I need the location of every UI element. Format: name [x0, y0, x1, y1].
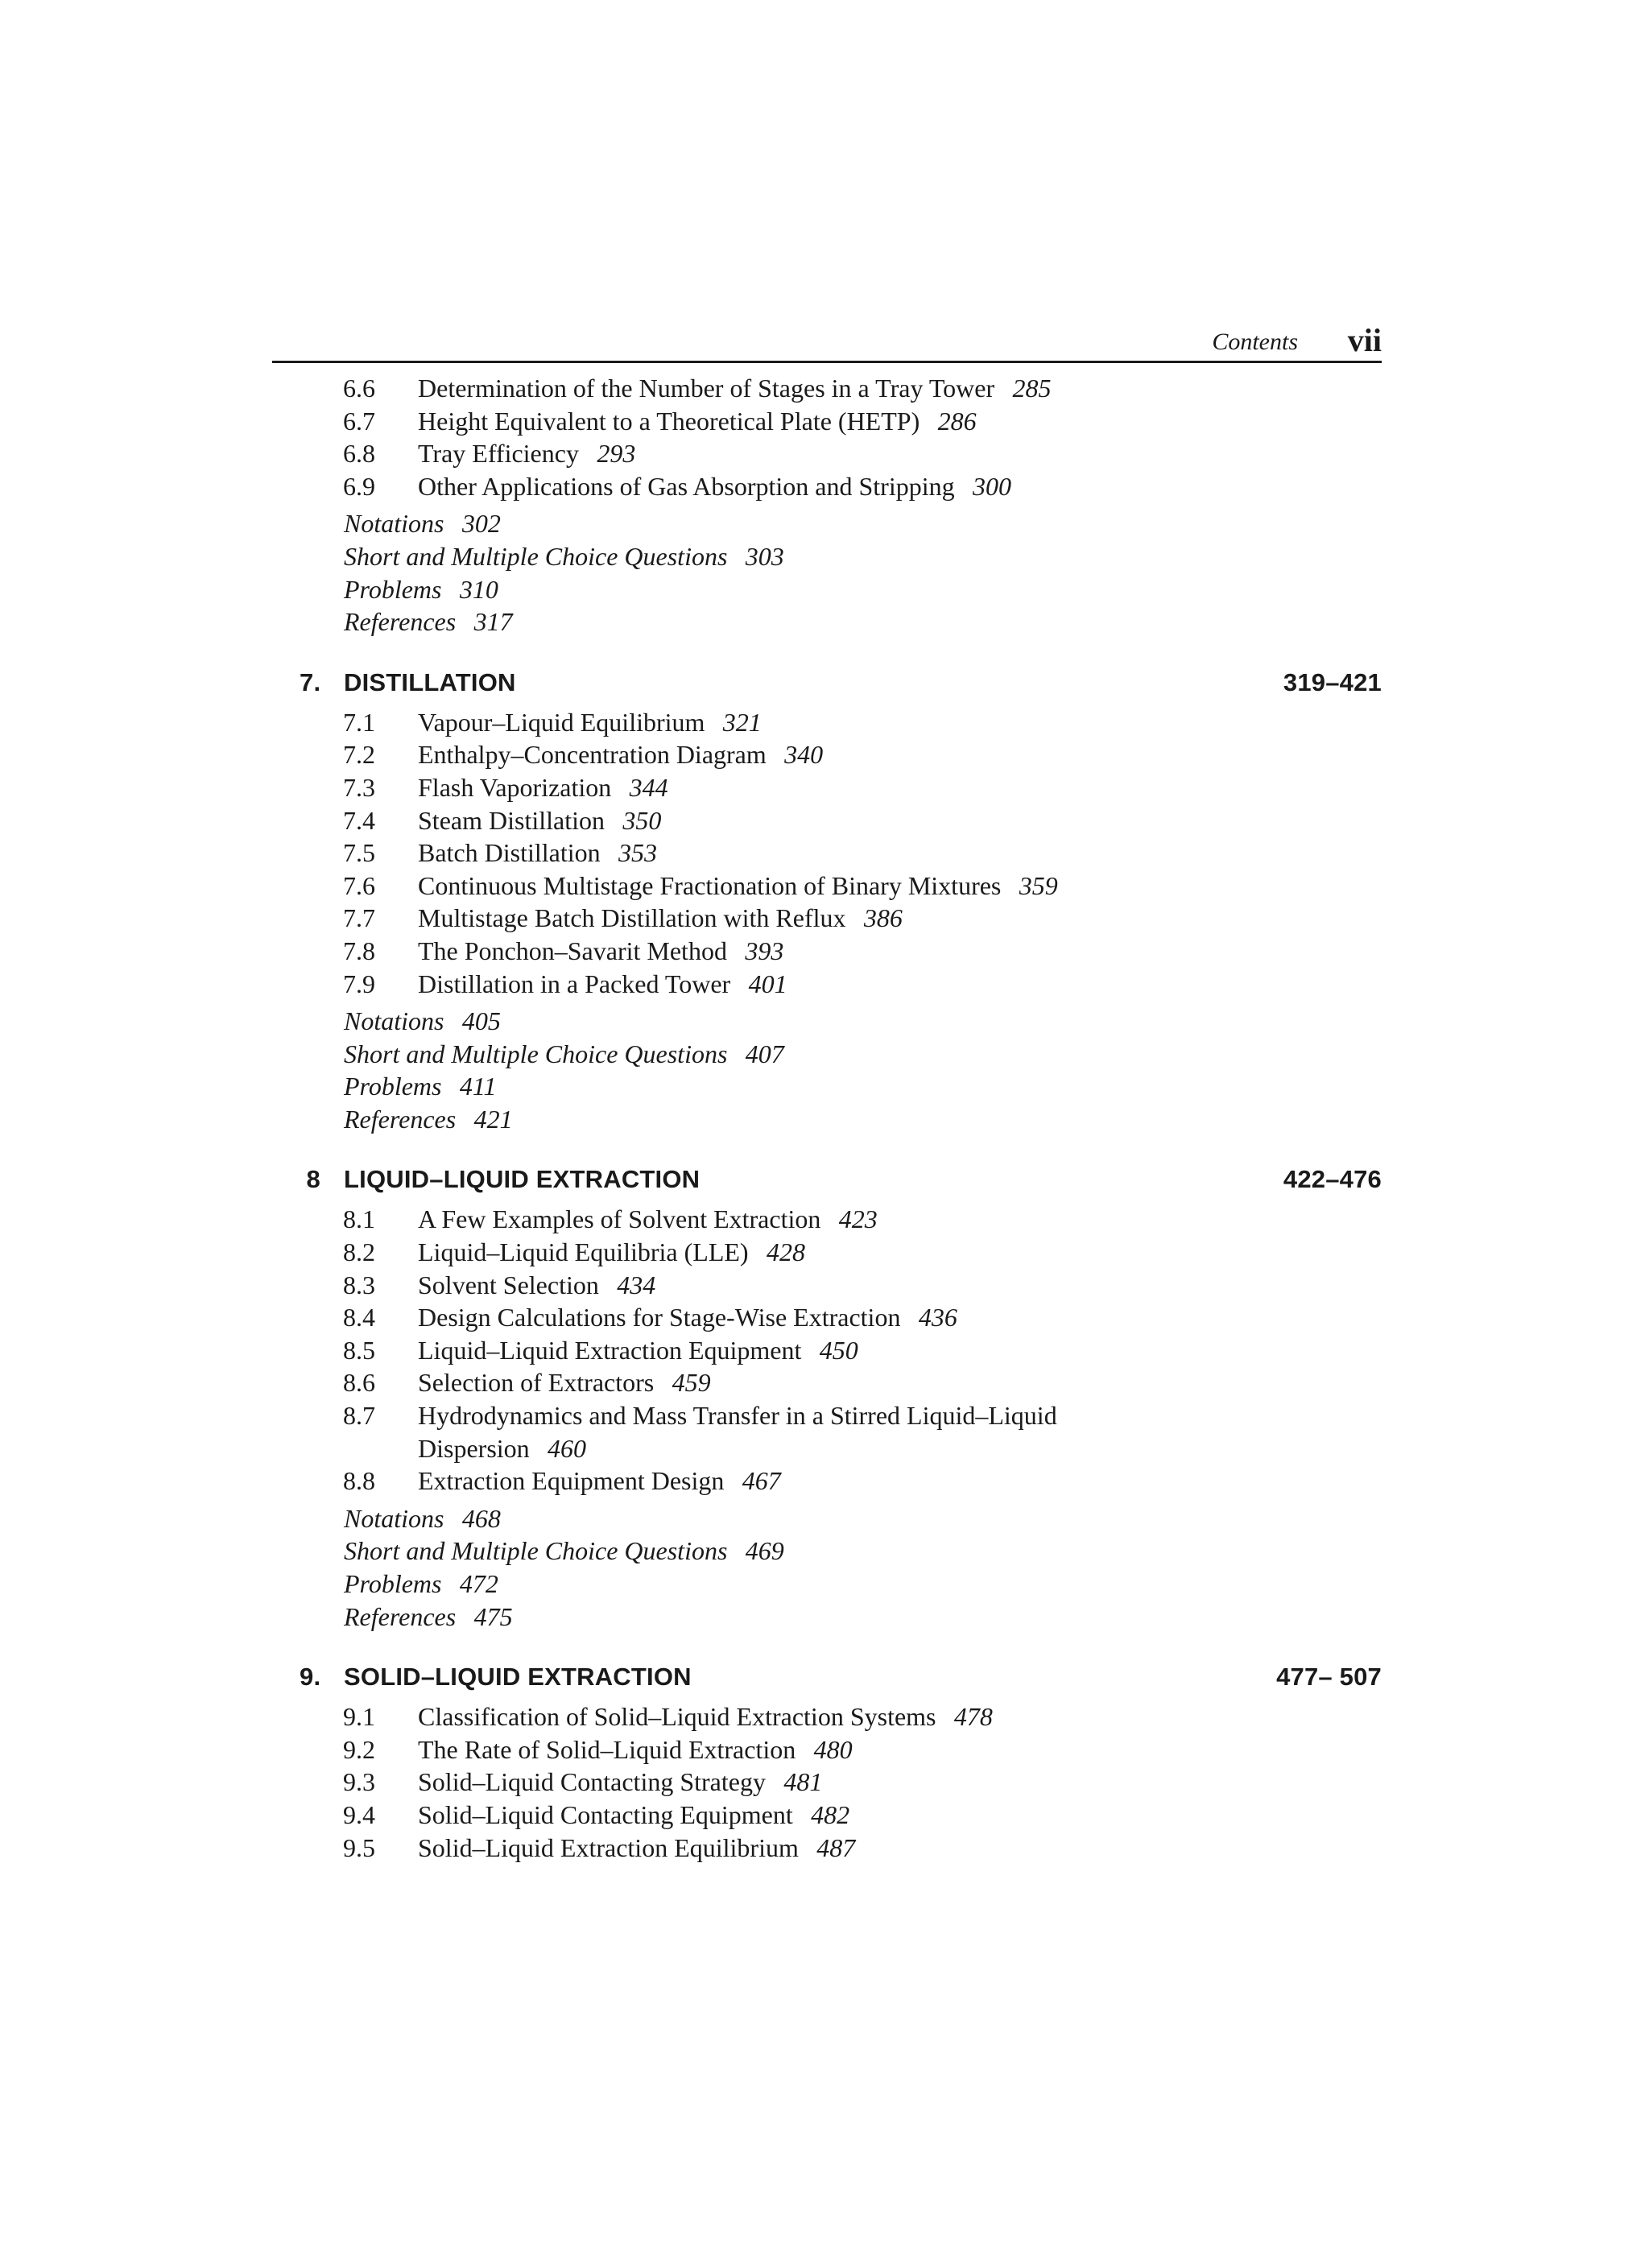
section-page: 386: [863, 903, 903, 933]
toc-end-matter[interactable]: [0, 573, 1649, 606]
end-matter-page: 302: [461, 509, 501, 539]
section-page: 428: [766, 1237, 805, 1267]
section-page: 467: [742, 1466, 781, 1496]
toc-section[interactable]: [0, 1464, 1649, 1498]
section-title: Continuous Multistage Fractionation of Binary Mixtures: [418, 870, 1002, 900]
end-matter-label: Short and Multiple Choice Questions: [344, 1536, 728, 1566]
toc-section[interactable]: [0, 1766, 1649, 1799]
section-title: Classification of Solid–Liquid Extraction Systems: [418, 1702, 936, 1732]
section-number: 7.4: [343, 805, 375, 835]
toc-section[interactable]: [0, 1700, 1649, 1733]
section-title: Design Calculations for Stage-Wise Extraction: [418, 1303, 901, 1332]
toc-section[interactable]: [0, 372, 1649, 405]
toc-section[interactable]: [0, 437, 1649, 470]
end-matter-page: 472: [459, 1569, 498, 1598]
section-number: 6.6: [343, 374, 375, 403]
toc-end-matter[interactable]: [0, 1103, 1649, 1136]
page-folio: vii: [1347, 322, 1382, 358]
toc-section[interactable]: [0, 804, 1649, 837]
section-page: 481: [783, 1767, 823, 1797]
section-title: The Rate of Solid–Liquid Extraction: [418, 1734, 796, 1764]
section-title: Liquid–Liquid Equilibria (LLE): [418, 1237, 749, 1267]
section-number: 8.3: [343, 1270, 375, 1299]
toc-section-continuation[interactable]: [0, 1432, 1649, 1465]
section-title: Tray Efficiency: [418, 439, 579, 469]
section-number: 6.7: [343, 406, 375, 436]
toc-end-matter[interactable]: [0, 605, 1649, 638]
section-title: Solid–Liquid Contacting Equipment: [418, 1799, 793, 1829]
section-title: Steam Distillation: [418, 805, 605, 835]
section-page: 393: [745, 936, 784, 965]
section-page: 340: [784, 740, 824, 770]
section-number: 8.6: [343, 1368, 375, 1398]
end-matter-page: 317: [473, 607, 513, 637]
section-page: 478: [953, 1702, 993, 1732]
toc-section[interactable]: [0, 706, 1649, 739]
section-page: 423: [838, 1204, 878, 1234]
section-page: 300: [973, 471, 1011, 501]
section-title: Flash Vaporization: [418, 772, 612, 802]
toc-section[interactable]: [0, 870, 1649, 903]
section-page: 285: [1012, 374, 1052, 403]
section-title: The Ponchon–Savarit Method: [418, 936, 727, 965]
toc-section[interactable]: [0, 1203, 1649, 1236]
section-page: 436: [918, 1303, 957, 1332]
toc-section[interactable]: [0, 1399, 1649, 1432]
section-number: 6.9: [343, 471, 375, 501]
section-number: 6.8: [343, 439, 375, 469]
chapter-title: SOLID–LIQUID EXTRACTION: [344, 1663, 692, 1692]
section-page: 480: [813, 1734, 853, 1764]
section-page: 482: [811, 1799, 850, 1829]
toc-section[interactable]: [0, 470, 1649, 503]
section-page: 459: [672, 1368, 711, 1398]
end-matter-page: 405: [461, 1006, 501, 1036]
toc-section[interactable]: [0, 1236, 1649, 1269]
end-matter-label: Short and Multiple Choice Questions: [344, 541, 728, 571]
section-page: 359: [1019, 870, 1058, 900]
end-matter-page: 421: [473, 1104, 513, 1134]
section-number: 8.7: [343, 1401, 375, 1431]
end-matter-label: Problems: [344, 574, 442, 604]
end-matter-page: 303: [745, 541, 784, 571]
section-number: 7.3: [343, 772, 375, 802]
end-matter-label: Problems: [344, 1569, 442, 1598]
toc-section[interactable]: [0, 1334, 1649, 1367]
section-number: 7.8: [343, 936, 375, 965]
section-page: 460: [548, 1433, 587, 1463]
section-number: 7.1: [343, 707, 375, 737]
toc-section[interactable]: [0, 968, 1649, 1001]
section-page: 450: [819, 1335, 858, 1365]
end-matter-page: 469: [745, 1536, 784, 1566]
section-title: Multistage Batch Distillation with Reflux: [418, 903, 846, 933]
section-number: 7.6: [343, 870, 375, 900]
toc-end-matter[interactable]: [0, 540, 1649, 573]
running-head-label: Contents: [1212, 328, 1298, 355]
end-matter-page: 310: [459, 574, 498, 604]
section-number: 7.7: [343, 903, 375, 933]
toc-section[interactable]: [0, 1366, 1649, 1399]
toc-section[interactable]: [0, 1301, 1649, 1334]
end-matter-page: 468: [461, 1503, 501, 1533]
section-title: Other Applications of Gas Absorption and Stripping: [418, 471, 955, 501]
toc-section[interactable]: [0, 837, 1649, 870]
toc-section[interactable]: [0, 1799, 1649, 1832]
section-title: Liquid–Liquid Extraction Equipment: [418, 1335, 802, 1365]
toc-end-matter[interactable]: [0, 1601, 1649, 1634]
section-page: 350: [622, 805, 662, 835]
section-page: 401: [748, 969, 787, 998]
section-title: Solvent Selection: [418, 1270, 599, 1299]
end-matter-label: Problems: [344, 1072, 442, 1101]
section-number: 9.2: [343, 1734, 375, 1764]
section-title: Enthalpy–Concentration Diagram: [418, 740, 767, 770]
section-page: 487: [816, 1832, 856, 1862]
end-matter-page: 411: [459, 1072, 497, 1101]
section-title: Determination of the Number of Stages in a Tray Tower: [418, 374, 995, 403]
toc-end-matter[interactable]: [0, 1005, 1649, 1038]
section-number: 9.5: [343, 1832, 375, 1862]
chapter-heading-7[interactable]: [0, 663, 1649, 703]
chapter-heading-8[interactable]: [0, 1159, 1649, 1200]
section-number: 8.4: [343, 1303, 375, 1332]
toc-end-matter[interactable]: [0, 1502, 1649, 1535]
section-number: 8.5: [343, 1335, 375, 1365]
end-matter-label: Notations: [344, 1006, 444, 1036]
toc-end-matter[interactable]: [0, 507, 1649, 540]
end-matter-page: 407: [745, 1039, 784, 1068]
end-matter-page: 475: [473, 1601, 513, 1631]
section-page: 353: [618, 838, 658, 868]
section-number: 9.3: [343, 1767, 375, 1797]
toc-section[interactable]: [0, 935, 1649, 968]
toc-end-matter[interactable]: [0, 1535, 1649, 1568]
section-number: 8.2: [343, 1237, 375, 1267]
section-page: 321: [722, 707, 762, 737]
toc-section[interactable]: [0, 902, 1649, 935]
chapter-number: 8: [306, 1165, 320, 1194]
end-matter-label: Short and Multiple Choice Questions: [344, 1039, 728, 1068]
section-title: Batch Distillation: [418, 838, 601, 868]
section-title: Hydrodynamics and Mass Transfer in a Stirred Liquid–Liquid: [418, 1401, 1057, 1431]
running-head: [272, 319, 1382, 363]
chapter-title: LIQUID–LIQUID EXTRACTION: [344, 1165, 701, 1194]
section-number: 7.5: [343, 838, 375, 868]
toc-end-matter[interactable]: [0, 1568, 1649, 1601]
section-page: 293: [597, 439, 636, 469]
toc-section[interactable]: [0, 1733, 1649, 1766]
section-title-continuation: Dispersion: [418, 1433, 530, 1463]
section-title: Solid–Liquid Contacting Strategy: [418, 1767, 766, 1797]
chapter-heading-9[interactable]: [0, 1657, 1649, 1697]
section-number: 7.2: [343, 740, 375, 770]
section-title: Selection of Extractors: [418, 1368, 655, 1398]
section-title: Vapour–Liquid Equilibrium: [418, 707, 705, 737]
toc-section[interactable]: [0, 771, 1649, 804]
end-matter-label: References: [344, 1601, 457, 1631]
table-of-contents: [0, 372, 1649, 1864]
section-page: 286: [937, 406, 977, 436]
section-title: Distillation in a Packed Tower: [418, 969, 731, 998]
end-matter-label: References: [344, 607, 457, 637]
section-number: 7.9: [343, 969, 375, 998]
toc-section[interactable]: [0, 405, 1649, 438]
section-page: 434: [617, 1270, 656, 1299]
section-page: 344: [629, 772, 668, 802]
end-matter-label: References: [344, 1104, 457, 1134]
section-title: A Few Examples of Solvent Extraction: [418, 1204, 821, 1234]
section-title: Height Equivalent to a Theoretical Plate (HETP): [418, 406, 920, 436]
chapter-page-range: 422–476: [1283, 1165, 1382, 1194]
section-number: 8.8: [343, 1466, 375, 1496]
chapter-title: DISTILLATION: [344, 667, 516, 696]
end-matter-label: Notations: [344, 509, 444, 539]
chapter-page-range: 477– 507: [1276, 1663, 1382, 1692]
section-number: 8.1: [343, 1204, 375, 1234]
chapter-number: 9.: [300, 1663, 321, 1692]
end-matter-label: Notations: [344, 1503, 444, 1533]
toc-end-matter[interactable]: [0, 1038, 1649, 1071]
toc-section[interactable]: [0, 1832, 1649, 1865]
toc-section[interactable]: [0, 738, 1649, 771]
section-title: Solid–Liquid Extraction Equilibrium: [418, 1832, 799, 1862]
section-number: 9.1: [343, 1702, 375, 1732]
chapter-number: 7.: [300, 667, 321, 696]
toc-end-matter[interactable]: [0, 1070, 1649, 1103]
chapter-page-range: 319–421: [1283, 667, 1382, 696]
toc-section[interactable]: [0, 1269, 1649, 1302]
section-title: Extraction Equipment Design: [418, 1466, 725, 1496]
section-number: 9.4: [343, 1799, 375, 1829]
